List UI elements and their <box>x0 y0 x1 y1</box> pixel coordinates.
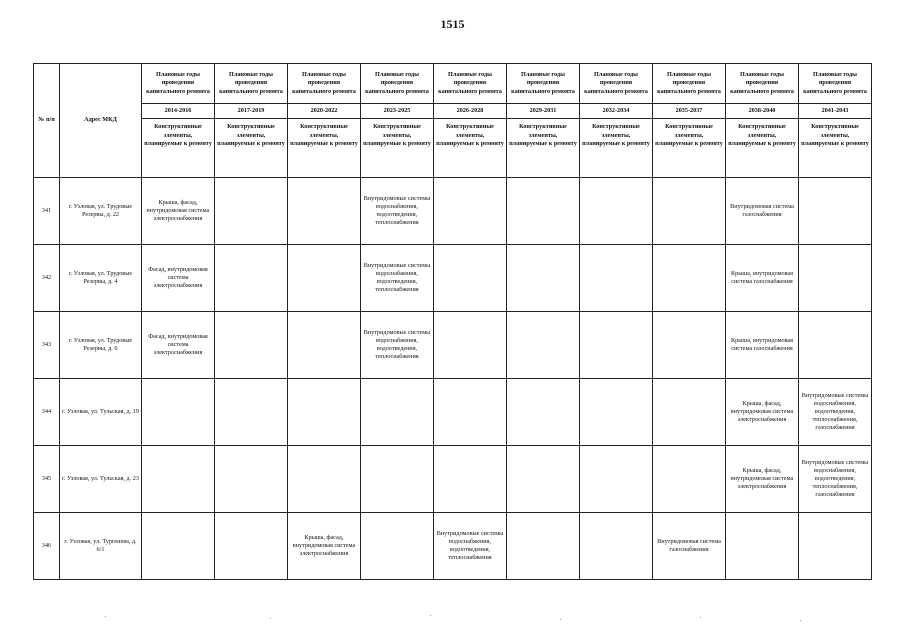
repair-cell <box>653 312 726 379</box>
repair-cell <box>215 446 288 513</box>
repair-cell <box>507 245 580 312</box>
repair-cell <box>580 178 653 245</box>
header-years: 2023-2025 <box>361 104 434 119</box>
repair-cell: Внутридомовая система газоснабжения <box>653 513 726 580</box>
repair-cell <box>288 312 361 379</box>
repair-cell <box>434 245 507 312</box>
repair-cell <box>726 513 799 580</box>
repair-cell <box>215 178 288 245</box>
repair-cell <box>799 312 872 379</box>
header-period-title: Плановые годы проведения капитального ремонта <box>288 64 361 104</box>
repair-cell <box>507 513 580 580</box>
repair-cell <box>507 178 580 245</box>
repair-cell <box>434 379 507 446</box>
repair-cell: Крыша, фасад, внутридомовая система электроснабжения <box>288 513 361 580</box>
header-address: Адрес МКД <box>60 64 142 178</box>
repair-cell: Внутридомовые системы водоснабжения, водоотведения, теплоснабжения <box>361 312 434 379</box>
header-period-title: Плановые годы проведения капитального ремонта <box>215 64 288 104</box>
repair-cell <box>580 513 653 580</box>
table-row <box>34 379 872 446</box>
repair-cell <box>142 513 215 580</box>
header-period-title: Плановые годы проведения капитального ремонта <box>142 64 215 104</box>
repair-cell <box>653 245 726 312</box>
repair-cell: Фасад, внутридомовая система электроснабжения <box>142 312 215 379</box>
repair-cell <box>580 245 653 312</box>
row-number: 346 <box>34 513 60 580</box>
table-header <box>34 64 872 178</box>
repair-cell <box>507 379 580 446</box>
header-num: № п/п <box>34 64 60 178</box>
table-row <box>34 513 872 580</box>
repair-cell <box>653 446 726 513</box>
repair-cell <box>288 379 361 446</box>
header-years: 2032-2034 <box>580 104 653 119</box>
repair-cell <box>361 513 434 580</box>
header-years: 2017-2019 <box>215 104 288 119</box>
repair-cell: Внутридомовая система газоснабжения <box>726 178 799 245</box>
repair-cell <box>580 312 653 379</box>
row-address: г. Узловая, ул. Тургенева, д. 6/1 <box>60 513 142 580</box>
repair-schedule-table <box>33 63 872 580</box>
repair-cell <box>142 446 215 513</box>
row-number: 345 <box>34 446 60 513</box>
repair-cell <box>580 379 653 446</box>
speck <box>560 619 561 620</box>
table-row <box>34 245 872 312</box>
repair-cell: Крыша, внутридомовая система газоснабжения <box>726 245 799 312</box>
repair-cell <box>434 446 507 513</box>
header-years: 2014-2016 <box>142 104 215 119</box>
header-elements: Конструктивные элементы, планируемые к ремонту <box>507 119 580 178</box>
repair-cell: Внутридомовые системы водоснабжения, водоотведения, теплоснабжения <box>434 513 507 580</box>
header-elements: Конструктивные элементы, планируемые к ремонту <box>215 119 288 178</box>
repair-cell <box>653 178 726 245</box>
header-years: 2029-2031 <box>507 104 580 119</box>
header-period-title: Плановые годы проведения капитального ремонта <box>434 64 507 104</box>
header-elements: Конструктивные элементы, планируемые к ремонту <box>726 119 799 178</box>
header-years: 2020-2022 <box>288 104 361 119</box>
header-period-title: Плановые годы проведения капитального ремонта <box>361 64 434 104</box>
row-number: 341 <box>34 178 60 245</box>
repair-cell <box>215 513 288 580</box>
header-period-title: Плановые годы проведения капитального ремонта <box>507 64 580 104</box>
repair-cell <box>507 312 580 379</box>
scan-speckles <box>0 614 905 624</box>
header-elements: Конструктивные элементы, планируемые к ремонту <box>580 119 653 178</box>
repair-cell <box>580 446 653 513</box>
repair-cell: Внутридомовые системы водоснабжения, водоотведения, теплоснабжения <box>361 178 434 245</box>
repair-cell <box>434 312 507 379</box>
repair-cell <box>215 379 288 446</box>
table-row <box>34 312 872 379</box>
header-years: 2035-2037 <box>653 104 726 119</box>
repair-cell <box>653 379 726 446</box>
header-years: 2041-2043 <box>799 104 872 119</box>
speck <box>700 617 701 618</box>
repair-cell <box>799 513 872 580</box>
repair-cell <box>288 446 361 513</box>
speck <box>105 616 106 617</box>
header-elements: Конструктивные элементы, планируемые к ремонту <box>361 119 434 178</box>
table-row <box>34 178 872 245</box>
row-number: 344 <box>34 379 60 446</box>
repair-cell <box>142 379 215 446</box>
repair-cell: Внутридомовые системы водоснабжения, водоотведения, теплоснабжения <box>361 245 434 312</box>
row-address: г. Узловая, ул. Трудовые Резервы, д. 22 <box>60 178 142 245</box>
header-elements: Конструктивные элементы, планируемые к ремонту <box>434 119 507 178</box>
row-address: г. Узловая, ул. Трудовые Резервы, д. 4 <box>60 245 142 312</box>
table-row <box>34 446 872 513</box>
repair-cell: Внутридомовые системы водоснабжения, водоотведения, теплоснабжения, газоснабжения <box>799 446 872 513</box>
speck <box>800 620 801 621</box>
page-number: 1515 <box>440 17 465 31</box>
repair-cell <box>288 178 361 245</box>
header-period-title: Плановые годы проведения капитального ремонта <box>799 64 872 104</box>
speck <box>430 615 431 616</box>
repair-cell <box>215 245 288 312</box>
repair-cell <box>799 245 872 312</box>
header-elements: Конструктивные элементы, планируемые к ремонту <box>142 119 215 178</box>
repair-cell <box>215 312 288 379</box>
repair-cell: Крыша, фасад, внутридомовая система электроснабжения <box>726 446 799 513</box>
row-address: г. Узловая, ул. Трудовые Резервы, д. 6 <box>60 312 142 379</box>
header-period-title: Плановые годы проведения капитального ремонта <box>726 64 799 104</box>
header-years: 2038-2040 <box>726 104 799 119</box>
speck <box>270 618 271 619</box>
header-elements: Конструктивные элементы, планируемые к ремонту <box>799 119 872 178</box>
repair-cell: Крыша, внутридомовая система газоснабжения <box>726 312 799 379</box>
repair-cell <box>507 446 580 513</box>
repair-cell: Крыша, фасад, внутридомовая система электроснабжения <box>142 178 215 245</box>
header-elements: Конструктивные элементы, планируемые к ремонту <box>653 119 726 178</box>
row-number: 342 <box>34 245 60 312</box>
repair-cell <box>361 446 434 513</box>
repair-cell <box>361 379 434 446</box>
row-address: г. Узловая, ул. Тульская, д. 23 <box>60 446 142 513</box>
repair-cell <box>799 178 872 245</box>
repair-cell <box>288 245 361 312</box>
header-period-title: Плановые годы проведения капитального ремонта <box>653 64 726 104</box>
header-elements: Конструктивные элементы, планируемые к ремонту <box>288 119 361 178</box>
repair-cell <box>434 178 507 245</box>
repair-cell: Крыша, фасад, внутридомовая система электроснабжения <box>726 379 799 446</box>
header-period-title: Плановые годы проведения капитального ремонта <box>580 64 653 104</box>
table-body <box>34 178 872 580</box>
header-years: 2026-2028 <box>434 104 507 119</box>
row-address: г. Узловая, ул. Тульская, д. 19 <box>60 379 142 446</box>
row-number: 343 <box>34 312 60 379</box>
repair-cell: Внутридомовые системы водоснабжения, водоотведения, теплоснабжения, газоснабжения <box>799 379 872 446</box>
repair-cell: Фасад, внутридомовая система электроснабжения <box>142 245 215 312</box>
